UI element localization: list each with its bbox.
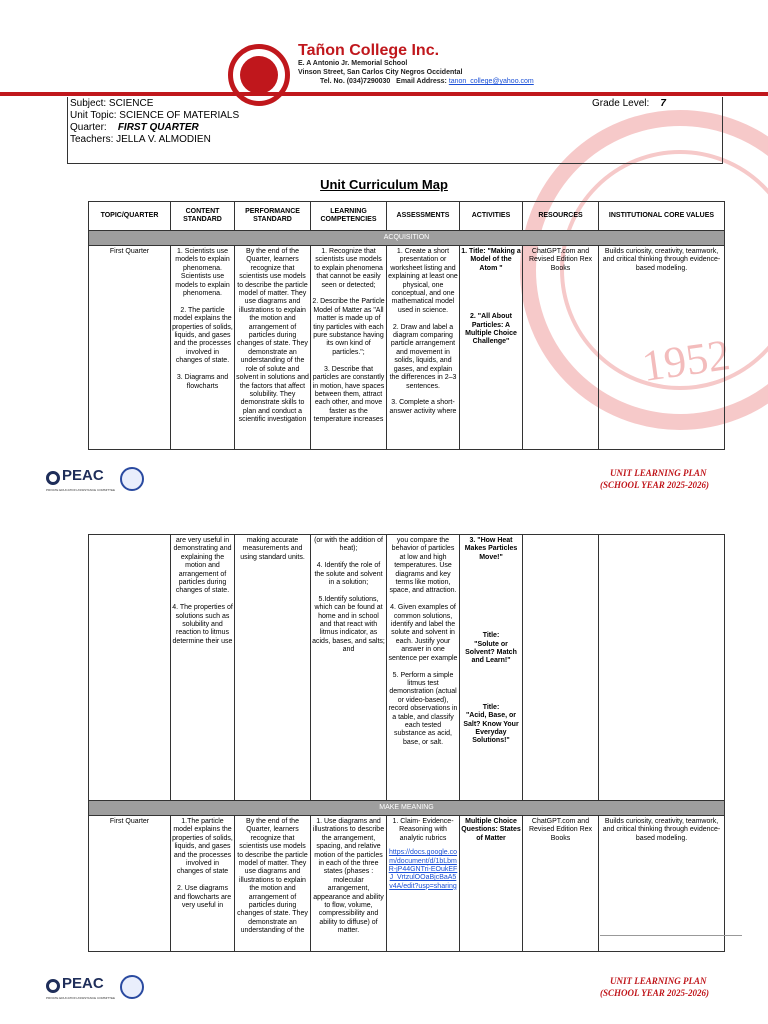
activity-1: 1. Title: "Making a Model of the Atom "	[461, 248, 521, 272]
peac-wordmark: PEAC	[62, 467, 104, 484]
cell-topic: First Quarter	[89, 246, 171, 450]
activity-2: 2. "All About Particles: A Multiple Choice Challenge"	[465, 313, 517, 346]
peac-logo-icon	[46, 979, 60, 993]
footer-plan-title: UNIT LEARNING PLAN	[610, 468, 707, 478]
grade-level	[592, 98, 666, 109]
activity-5-label: Title:	[482, 703, 500, 711]
map-title: Unit Curriculum Map	[320, 177, 448, 192]
activity-5: "Acid, Base, or Salt? Know Your Everyday Solutions!"	[463, 712, 519, 745]
table-row	[89, 535, 725, 801]
cell-assessments: 1. Create a short presentation or worksheet listing and explaining at least one physical, one conceptual, and one mathematical model used in science. 2. Draw and label a diagram comparing particle arrangement and movement in solids, liquids, and gases, and explain the differences in 2–3 sentences. 3. Complete a short-answer activity where	[387, 246, 460, 450]
cell-values: Builds curiosity, creativity, teamwork, and critical thinking through evidence-based modeling.	[599, 246, 725, 450]
section-acquisition: ACQUISITION	[89, 231, 725, 246]
footer-school-year: (SCHOOL YEAR 2025-2026)	[600, 988, 710, 998]
cell-values: Builds curiosity, creativity, teamwork, and critical thinking through evidence-based modeling.	[599, 816, 725, 952]
quarter-value: FIRST QUARTER	[117, 122, 199, 133]
cell-topic: First Quarter	[89, 816, 171, 952]
college-name: Tañon College Inc.	[298, 42, 440, 59]
grade-label: Grade Level:	[592, 98, 650, 109]
cell-activities: Multiple Choice Questions: States of Matter	[460, 816, 523, 952]
cell-activities	[460, 246, 523, 450]
deped-seal-icon	[120, 467, 144, 491]
table-row	[89, 816, 725, 952]
tel-label: Tel. No. (034)7290030	[320, 78, 391, 85]
cell-assessments: you compare the behavior of particles at low and high temperatures. Use diagrams and key terms like motion, space, and attraction. 4. Given examples of common solutions, identify and label the solute and solvent in each. Justify your answer in one sentence per example 5. Perform a simple litmus test demonstration (actual or video-based), record observations in a table, and classify each tested substance as acid, base, or salt.	[387, 535, 460, 801]
email-label: Email Address:	[396, 78, 447, 85]
deped-seal-icon	[120, 975, 144, 999]
cell-activities	[460, 535, 523, 801]
school-name: E. A Antonio Jr. Memorial School	[298, 60, 408, 67]
cell-resources	[523, 535, 599, 801]
table-header-row	[89, 202, 725, 231]
cell-competencies: 1. Use diagrams and illustrations to describe the arrangement, spacing, and relative motion of the particles in each of the three states (phases : molecular arrangement, appearance and ability to flow, volume, compressibility and ability to diffuse) of matter.	[311, 816, 387, 952]
peac-logo-icon	[46, 471, 60, 485]
cell-content: 1. Scientists use models to explain phenomena. Scientists use models to explain phenomena. 2. The particle model explains the properties of solids, liquids, and gases and the processes involved in changes of state. 3. Diagrams and flowcharts	[171, 246, 235, 450]
quarter-label: Quarter:	[70, 122, 107, 133]
subject-line: Subject: SCIENCE	[70, 98, 154, 109]
table-row	[89, 246, 725, 450]
contact-line	[320, 78, 534, 85]
section-row-acquisition	[89, 231, 725, 246]
activity-4: "Solute or Solvent? Match and Learn!"	[465, 640, 517, 665]
header-topic: TOPIC/QUARTER	[89, 202, 171, 231]
footer-school-year: (SCHOOL YEAR 2025-2026)	[600, 480, 710, 490]
header-competencies: LEARNING COMPETENCIES	[311, 202, 387, 231]
cell-content: 1.The particle model explains the properties of solids, liquids, and gases and the processes involved in changes of state 2. Use diagrams and flowcharts are very useful in	[171, 816, 235, 952]
curriculum-table-page2	[88, 534, 725, 952]
college-seal-center	[240, 56, 278, 94]
footer-plan-title: UNIT LEARNING PLAN	[610, 976, 707, 986]
header-assessments: ASSESSMENTS	[387, 202, 460, 231]
cell-performance: By the end of the Quarter, learners recognize that scientists use models to describe the particle model of matter. They use diagrams and illustrations to explain the motion and arrangement of particles during changes of state. They demonstrate an understanding of the role of solute and solvent in solutions and the factors that affect solubility. They demonstrate skills to plan and conduct a scientific investigation	[235, 246, 311, 450]
cell-values	[599, 535, 725, 801]
header-performance: PERFORMANCE STANDARD	[235, 202, 311, 231]
peac-subtitle: PRIVATE EDUCATION ASSISTANCE COMMITTEE	[46, 488, 115, 492]
rubric-link[interactable]: https://docs.google.com/document/d/1bLbmR-jP44GNTri-EOukEFJ_VrtzulOOaBjcBaA5v4A/edit?usp=sharing	[388, 849, 458, 890]
header-activities: ACTIVITIES	[460, 202, 523, 231]
peac-subtitle: PRIVATE EDUCATION ASSISTANCE COMMITTEE	[46, 996, 115, 1000]
curriculum-table-page1	[88, 201, 725, 450]
footer-rule	[600, 935, 742, 936]
header-values: INSTITUTIONAL CORE VALUES	[599, 202, 725, 231]
section-make-meaning: MAKE MEANING	[89, 801, 725, 816]
cell-topic	[89, 535, 171, 801]
watermark-year: 1952	[639, 330, 733, 391]
assessment-text: 1. Claim- Evidence- Reasoning with analytic rubrics	[392, 818, 454, 842]
section-row-make-meaning	[89, 801, 725, 816]
teachers-line: Teachers: JELLA V. ALMODIEN	[70, 134, 211, 145]
cell-resources: ChatGPT.com and Revised Edition Rex Books	[523, 816, 599, 952]
header-content: CONTENT STANDARD	[171, 202, 235, 231]
cell-content: are very useful in demonstrating and explaining the motion and arrangement of particles during changes of state. 4. The properties of solutions such as solubility and reaction to litmus determine their use	[171, 535, 235, 801]
activity-4-label: Title:	[482, 632, 500, 640]
cell-competencies: (or with the addition of heat); 4. Identify the role of the solute and solvent in a solution; 5.Identify solutions, which can be found at home and in school and that react with litmus indicator, as acids, bases, and salts; and	[311, 535, 387, 801]
school-address: Vinson Street, San Carlos City Negros Occidental	[298, 69, 463, 76]
cell-performance: By the end of the Quarter, learners recognize that scientists use models to describe the particle model of matter. They use diagrams and illustrations to explain the motion and arrangement of particles during changes of state. They demonstrate an understanding of the	[235, 816, 311, 952]
unit-topic-line	[70, 110, 239, 121]
cell-performance: making accurate measurements and using standard units.	[235, 535, 311, 801]
cell-assessments	[387, 816, 460, 952]
header-resources: RESOURCES	[523, 202, 599, 231]
grade-value: 7	[660, 98, 666, 109]
unit-topic-value: SCIENCE OF MATERIALS	[119, 110, 240, 121]
activity-3: 3. "How Heat Makes Particles Move!"	[464, 537, 518, 561]
cell-competencies: 1. Recognize that scientists use models to explain phenomena that cannot be easily seen or detected; 2. Describe the Particle Model of Matter as "All matter is made up of tiny particles with each pure substance having its own kind of particles."; 3. Describe that particles are constantly in motion, have spaces between them, attract each other, and move faster as the temperature increases	[311, 246, 387, 450]
unit-topic-label: Unit Topic:	[70, 110, 117, 121]
peac-wordmark: PEAC	[62, 975, 104, 992]
quarter-line	[70, 122, 199, 133]
email-link[interactable]: tanon_college@yahoo.com	[448, 78, 534, 85]
header-divider	[0, 92, 768, 96]
cell-resources: ChatGPT.com and Revised Edition Rex Books	[523, 246, 599, 450]
